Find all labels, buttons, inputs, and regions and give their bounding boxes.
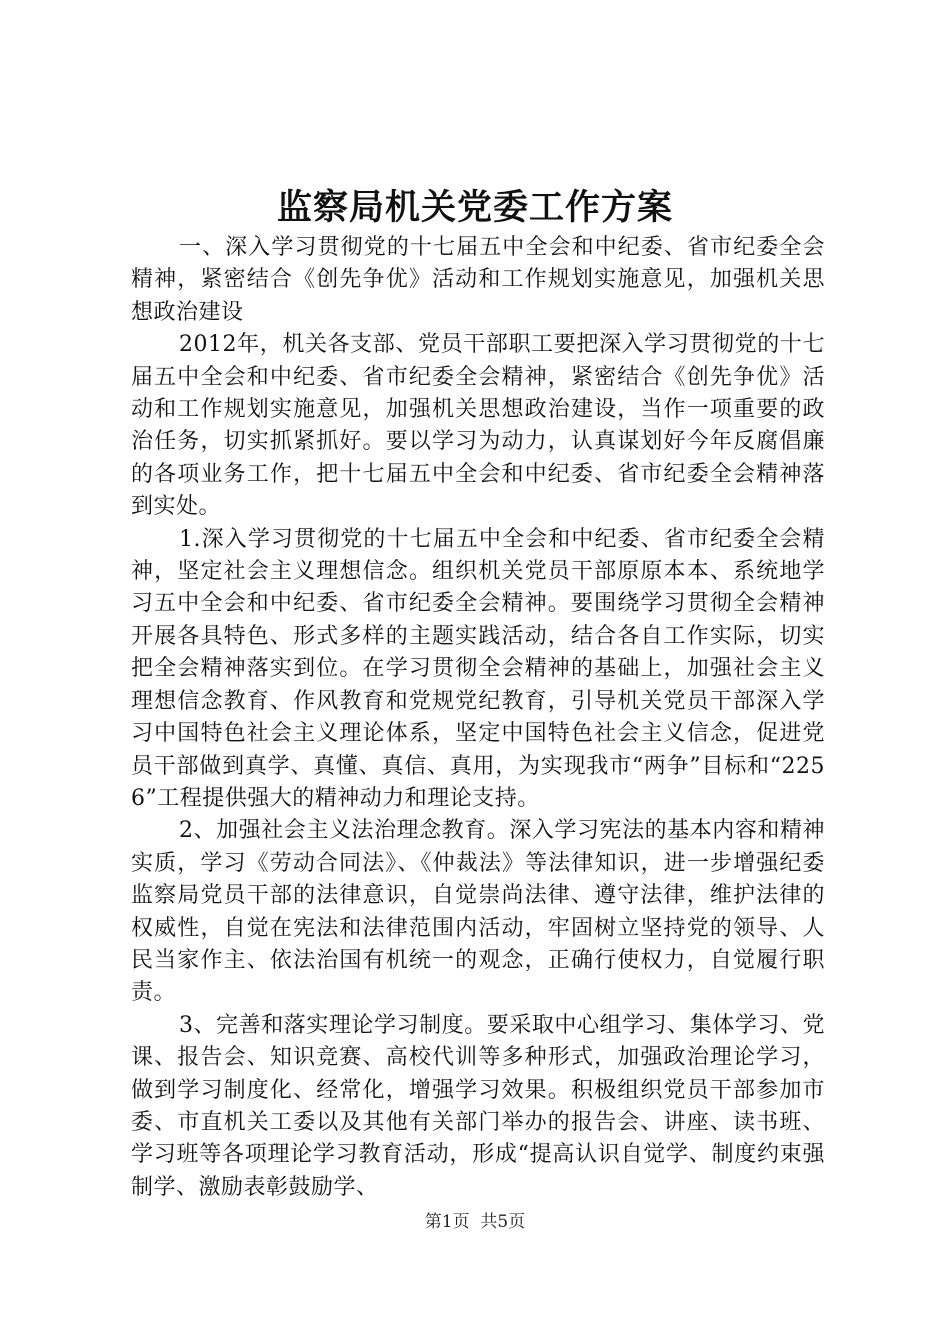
document-body	[131, 232, 825, 1204]
paragraph-item-2: 2、加强社会主义法治理念教育。深入学习宪法的基本内容和精神实质，学习《劳动合同法》、《仲裁法》等法律知识，进一步增强纪委监察局党员干部的法律意识，自觉崇尚法律、遵守法律，维护法律的权威性，自觉在宪法和法律范围内活动，牢固树立坚持党的领导、人民当家作主、依法治国有机统一的观念，正确行使权力，自觉履行职责。	[131, 818, 825, 1006]
paragraph-item-3: 3、完善和落实理论学习制度。要采取中心组学习、集体学习、党课、报告会、知识竞赛、高校代训等多种形式，加强政治理论学习，做到学习制度化、经常化，增强学习效果。积极组织党员干部参加市委、市直机关工委以及其他有关部门举办的报告会、讲座、读书班、学习班等各项理论学习教育活动，形成“提高认识自觉学、制度约束强制学、激励表彰鼓励学、	[131, 1012, 825, 1200]
page-number-label: 第1页 共5页	[424, 1212, 526, 1232]
document-title: 监察局机关党委工作方案	[276, 187, 673, 228]
paragraph-item-1: 1.深入学习贯彻党的十七届五中全会和中纪委、省市纪委全会精神，坚定社会主义理想信念。组织机关党员干部原原本本、系统地学习五中全会和中纪委、省市纪委全会精神。要围绕学习贯彻全会精神开展各具特色、形式多样的主题实践活动，结合各自工作实际，切实把全会精神落实到位。在学习贯彻全会精神的基础上，加强社会主义理想信念教育、作风教育和党规党纪教育，引导机关党员干部深入学习中国特色社会主义理论体系，坚定中国特色社会主义信念，促进党员干部做到真学、真懂、真信、真用，为实现我市“两争”目标和“2256”工程提供强大的精神动力和理论支持。	[131, 526, 825, 811]
section-heading-1: 一、深入学习贯彻党的十七届五中全会和中纪委、省市纪委全会精神，紧密结合《创先争优》活动和工作规划实施意见，加强机关思想政治建设	[131, 235, 825, 325]
paragraph-intro-2012: 2012年，机关各支部、党员干部职工要把深入学习贯彻党的十七届五中全会和中纪委、省市纪委全会精神，紧密结合《创先争优》活动和工作规划实施意见，加强机关思想政治建设，当作一项重要的政治任务，切实抓紧抓好。要以学习为动力，认真谋划好今年反腐倡廉的各项业务工作，把十七届五中全会和中纪委、省市纪委全会精神落到实处。	[131, 332, 825, 520]
page-footer	[0, 1210, 950, 1234]
